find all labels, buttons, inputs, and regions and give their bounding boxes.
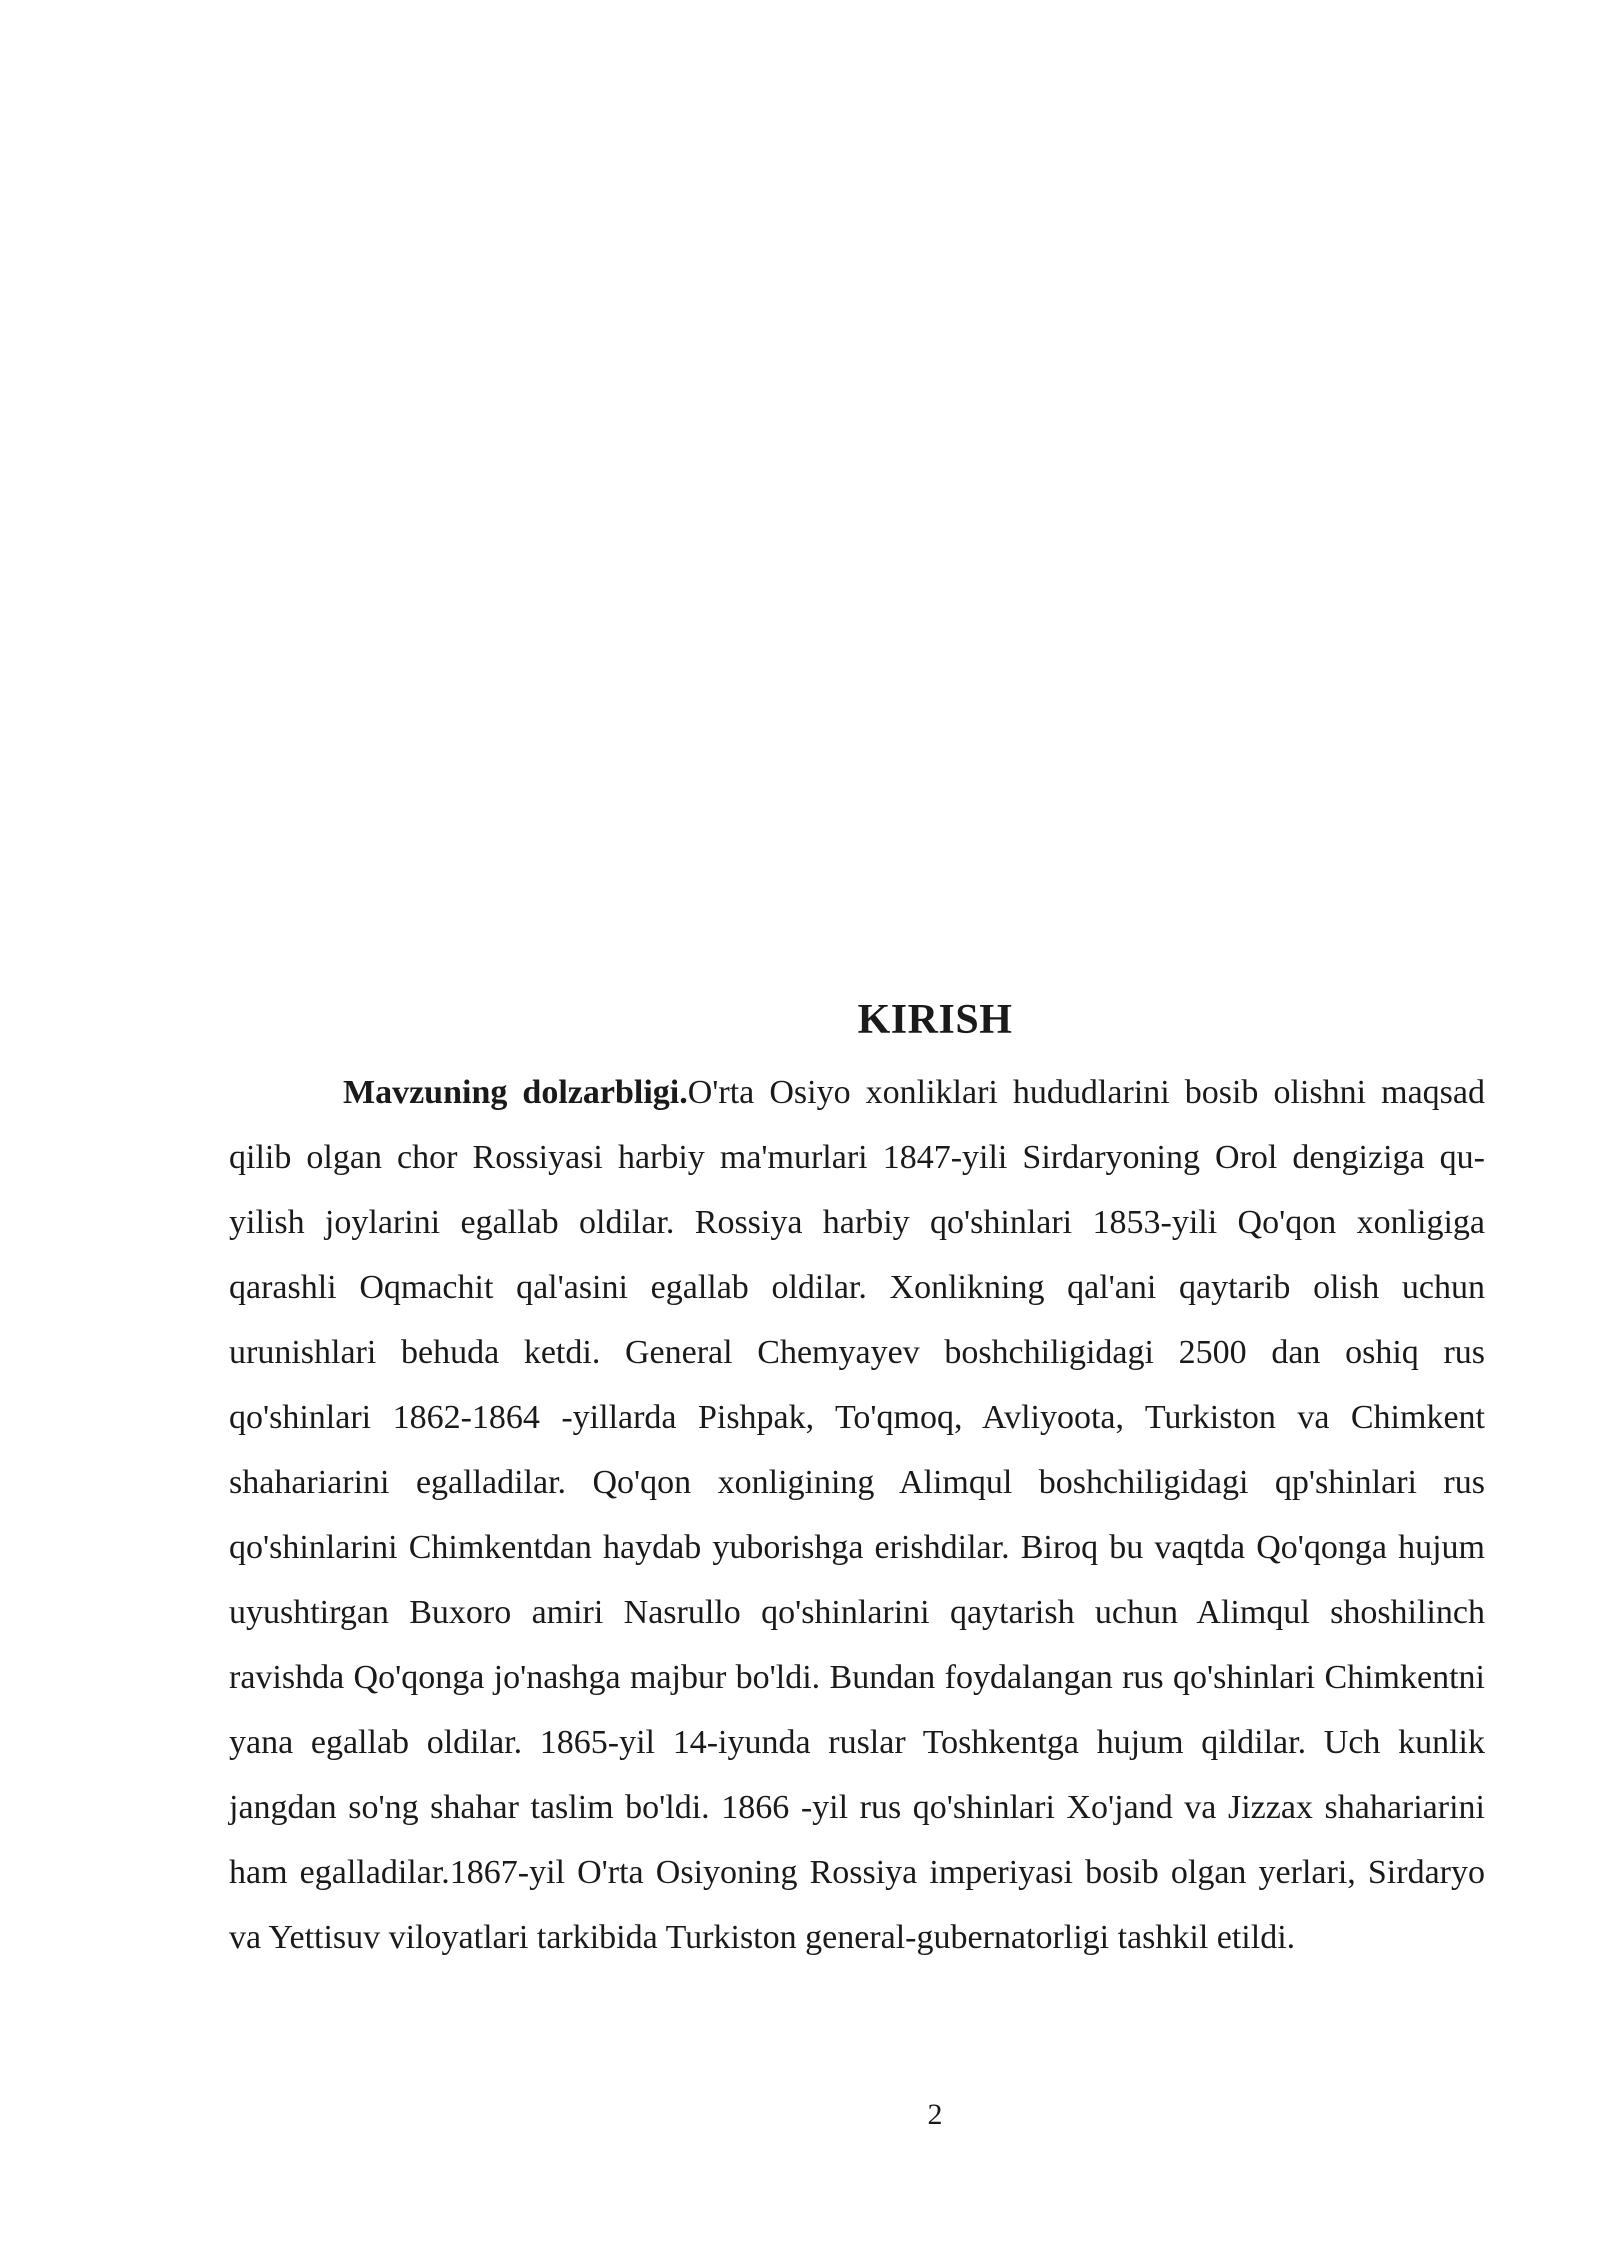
paragraph-lead: Mavzuning dolzarbligi. [343,1074,688,1111]
body-paragraph [229,1060,1485,1970]
section-heading: KIRISH [857,997,1013,1043]
paragraph-text: O'rta Osiyo xonliklari hududlarini bosib olishni maqsad qilib olgan chor Rossiyasi harbiy ma'murlari 1847-yili Sirdaryoning Orol dengiziga qu-yilish joylarini egallab oldilar. Rossiya harbiy qo'shinlari 1853-yili Qo'qon xonligiga qarashli Oqmachit qal'asini egallab oldilar. Xonlikning qal'ani qaytarib olish uchun urunishlari behuda ketdi. General Chemyayev boshchiligidagi 2500 dan oshiq rus qo'shinlari 1862-1864 -yillarda Pishpak, To'qmoq, Avliyoota, Turkiston va Chimkent shahariarini egalladilar. Qo'qon xonligining Alimqul boshchiligidagi qp'shinlari rus qo'shinlarini Chimkentdan haydab yuborishga erishdilar. Biroq bu vaqtda Qo'qonga hujum uyushtirgan Buxoro amiri Nasrullo qo'shinlarini qaytarish uchun Alimqul shoshilinch ravishda Qo'qonga jo'nashga majbur bo'ldi. Bundan foydalangan rus qo'shinlari Chimkentni yana egallab oldilar. 1865-yil 14-iyunda ruslar Toshkentga hujum qildilar. Uch kunlik jangdan so'ng shahar taslim bo'ldi. 1866 -yil rus qo'shinlari Xo'jand va Jizzax shahariarini ham egalladilar.1867-yil O'rta Osiyoning Rossiya imperiyasi bosib olgan yerlari, Sirdaryo va Yettisuv viloyatlari tarkibida Turkiston general-gubernatorligi tashkil etildi. [229,1074,1486,1956]
page-number: 2 [927,2098,943,2131]
